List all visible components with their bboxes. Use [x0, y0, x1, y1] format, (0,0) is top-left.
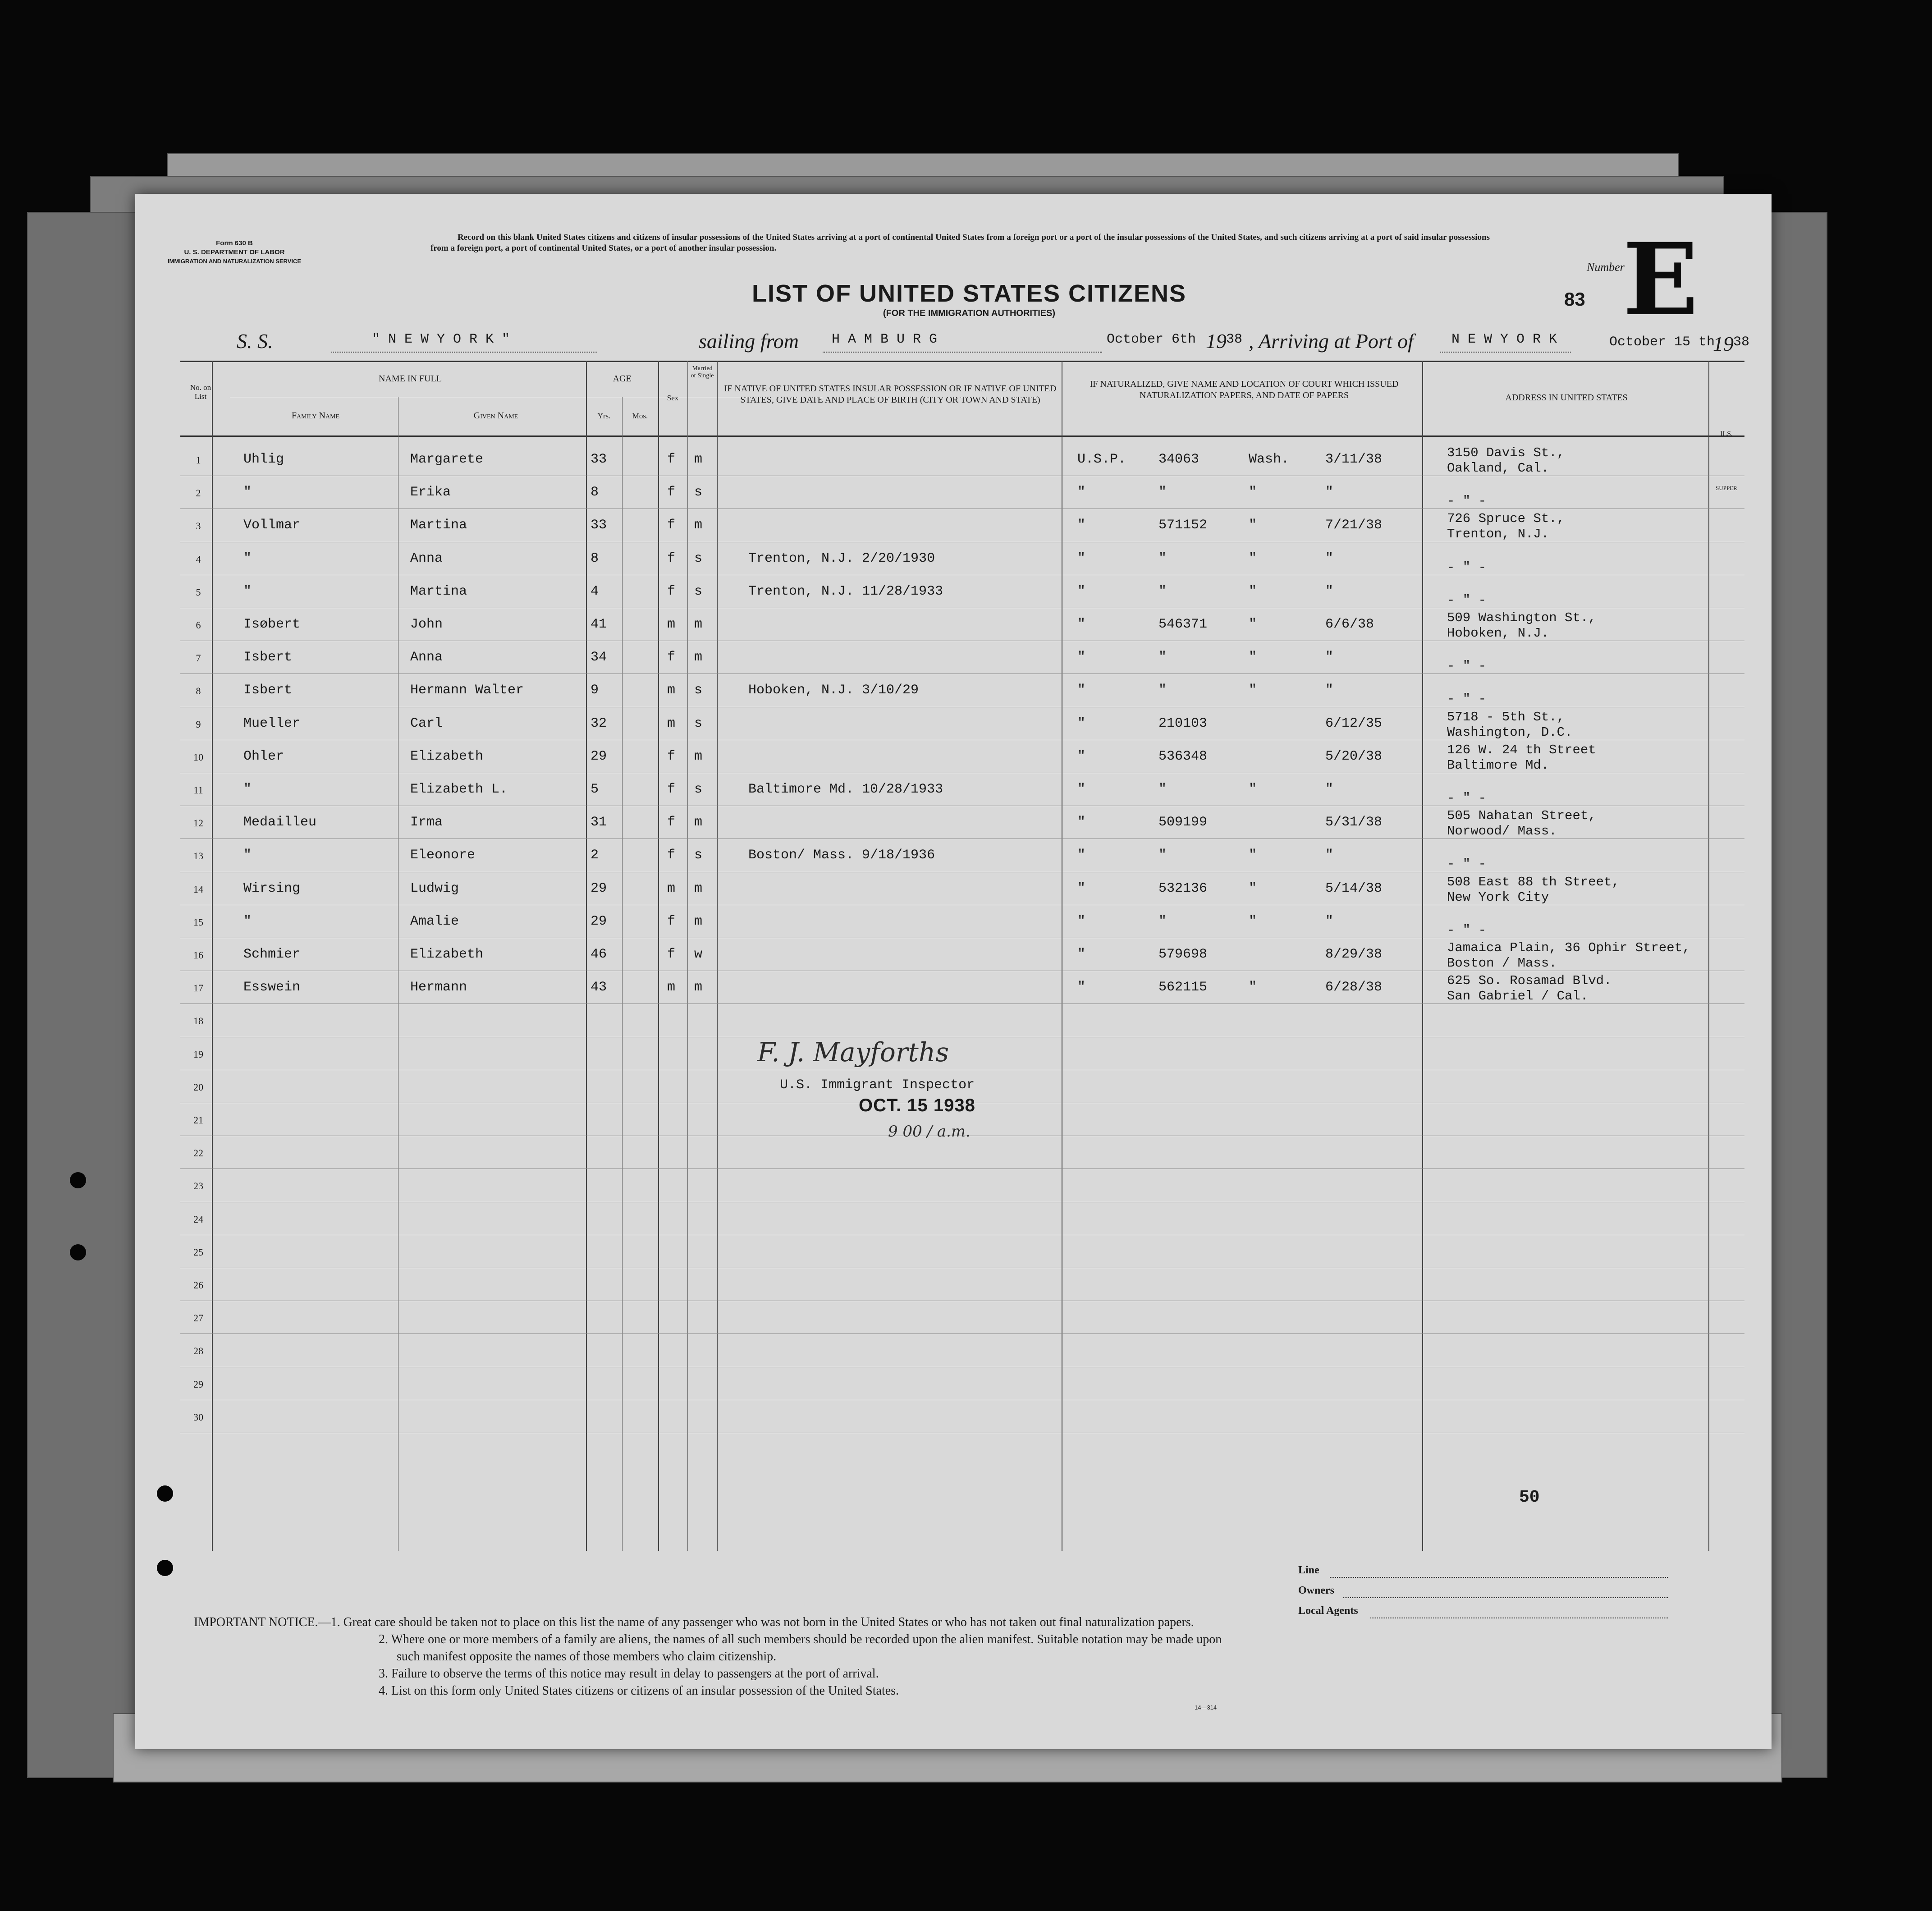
- cell-family: ": [243, 485, 252, 500]
- row-number: 26: [193, 1279, 203, 1291]
- cell-nat-d: ": [1325, 550, 1334, 566]
- inspection-stamp-date: OCT. 15 1938: [859, 1095, 975, 1115]
- header-age: AGE: [613, 374, 632, 384]
- cell-address-line2: - " -: [1447, 592, 1487, 608]
- empty-table-row: [135, 1139, 1772, 1172]
- header-sex: Sex: [667, 394, 679, 402]
- header-naturalized: IF NATURALIZED, GIVE NAME AND LOCATION OF COURT WHICH ISSUED NATURALIZATION PAPERS, AND DATE OF PAPERS: [1090, 379, 1399, 400]
- cell-nat-b: 579698: [1158, 947, 1208, 962]
- row-number: 11: [193, 784, 203, 796]
- cell-nat-a: ": [1077, 782, 1086, 797]
- passenger-table: [135, 194, 1772, 1749]
- empty-table-row: [135, 1403, 1772, 1436]
- cell-ms: m: [694, 748, 703, 764]
- cell-birth: Baltimore Md. 10/28/1933: [748, 782, 943, 797]
- empty-table-row: [135, 1370, 1772, 1403]
- cell-address-line2: - " -: [1447, 791, 1487, 806]
- cell-family: ": [243, 848, 252, 863]
- cell-birth: Hoboken, N.J. 3/10/29: [748, 683, 919, 698]
- cell-family: Isøbert: [243, 617, 301, 632]
- line-label: Line: [1298, 1564, 1319, 1576]
- row-number: 9: [196, 718, 201, 730]
- table-row: [135, 677, 1772, 710]
- cell-address-line2: Washington, D.C.: [1447, 724, 1573, 740]
- table-row: [135, 578, 1772, 611]
- cell-nat-d: ": [1325, 782, 1334, 797]
- cell-ms: m: [694, 650, 703, 665]
- table-row: [135, 479, 1772, 512]
- cell-ms: m: [694, 815, 703, 830]
- cell-given: Amalie: [410, 913, 459, 929]
- cell-address-line1: 5718 - 5th St.,: [1447, 709, 1565, 724]
- cell-sex: m: [667, 980, 676, 995]
- cell-nat-c: ": [1249, 550, 1257, 566]
- header-given-name: Given Name: [473, 411, 518, 421]
- cell-yrs: 8: [591, 550, 599, 566]
- cell-nat-a: ": [1077, 815, 1086, 830]
- cell-nat-d: 5/31/38: [1325, 815, 1383, 830]
- depart-date: October 6th: [1107, 332, 1196, 347]
- cell-nat-d: 8/29/38: [1325, 947, 1383, 962]
- row-number: 21: [193, 1114, 203, 1126]
- cell-nat-d: ": [1325, 683, 1334, 698]
- cell-nat-b: 546371: [1158, 617, 1208, 632]
- form-dept: U. S. DEPARTMENT OF LABOR: [184, 248, 285, 256]
- cell-yrs: 9: [591, 683, 599, 698]
- cell-family: Uhlig: [243, 452, 284, 467]
- header-name-in-full: NAME IN FULL: [379, 374, 442, 384]
- ship-name: " N E W Y O R K ": [372, 332, 510, 347]
- cell-ms: m: [694, 518, 703, 533]
- cell-nat-a: ": [1077, 848, 1086, 863]
- row-number: 28: [193, 1345, 203, 1357]
- table-row: [135, 644, 1772, 677]
- cell-sex: f: [667, 913, 676, 929]
- inspector-title: U.S. Immigrant Inspector: [780, 1077, 975, 1093]
- cell-address-line2: - " -: [1447, 559, 1487, 575]
- row-number: 23: [193, 1180, 203, 1192]
- cell-given: John: [410, 617, 443, 632]
- table-row: [135, 941, 1772, 974]
- header-side-b: SUPPER: [1716, 485, 1737, 491]
- cell-nat-d: 3/11/38: [1325, 452, 1383, 467]
- cell-sex: f: [667, 650, 676, 665]
- sheet-count: 50: [1519, 1488, 1540, 1507]
- header-side-a: ILS.: [1720, 430, 1733, 438]
- cell-address-line2: Hoboken, N.J.: [1447, 626, 1549, 641]
- cell-family: ": [243, 550, 252, 566]
- empty-table-row: [135, 1040, 1772, 1073]
- cell-given: Anna: [410, 550, 443, 566]
- table-row: [135, 875, 1772, 908]
- cell-nat-a: U.S.P.: [1077, 452, 1126, 467]
- row-number: 27: [193, 1312, 203, 1324]
- cell-sex: f: [667, 452, 676, 467]
- row-number: 6: [196, 619, 201, 631]
- cell-nat-a: ": [1077, 650, 1086, 665]
- cell-sex: m: [667, 683, 676, 698]
- empty-table-row: [135, 1172, 1772, 1205]
- cell-given: Martina: [410, 583, 467, 599]
- cell-given: Hermann Walter: [410, 683, 524, 698]
- header-birth: IF NATIVE OF UNITED STATES INSULAR POSSESSION OR IF NATIVE OF UNITED STATES, GIVE DATE AND PLACE OF BIRTH (CITY OR TOWN AND STATE): [724, 384, 1057, 405]
- cell-ms: s: [694, 782, 703, 797]
- cell-family: ": [243, 782, 252, 797]
- cell-nat-d: ": [1325, 848, 1334, 863]
- table-row: [135, 743, 1772, 776]
- table-row: [135, 512, 1772, 545]
- cell-family: Ohler: [243, 748, 284, 764]
- cell-address-line2: Norwood/ Mass.: [1447, 824, 1557, 839]
- inspector-signature: F. J. Mayforths: [757, 1037, 949, 1068]
- cell-given: Hermann: [410, 980, 467, 995]
- header-married-single: Married or Single: [691, 365, 714, 379]
- cell-sex: f: [667, 485, 676, 500]
- cell-nat-c: ": [1249, 782, 1257, 797]
- cell-nat-b: ": [1158, 913, 1167, 929]
- cell-ms: w: [694, 947, 703, 962]
- cell-birth: Trenton, N.J. 2/20/1930: [748, 550, 935, 566]
- cell-given: Eleonore: [410, 848, 476, 863]
- row-number: 2: [196, 487, 201, 499]
- cell-address-line2: - " -: [1447, 659, 1487, 674]
- cell-family: Isbert: [243, 650, 293, 665]
- cell-address-line2: San Gabriel / Cal.: [1447, 989, 1589, 1004]
- cell-ms: s: [694, 550, 703, 566]
- row-number: 7: [196, 652, 201, 664]
- cell-nat-b: 210103: [1158, 715, 1208, 731]
- cell-nat-a: ": [1077, 748, 1086, 764]
- cell-sex: f: [667, 947, 676, 962]
- number-label: Number: [1587, 261, 1625, 274]
- cell-given: Elizabeth L.: [410, 782, 508, 797]
- header-address: ADDRESS IN UNITED STATES: [1505, 393, 1628, 403]
- cell-nat-b: 34063: [1158, 452, 1199, 467]
- row-number: 24: [193, 1213, 203, 1225]
- cell-sex: m: [667, 617, 676, 632]
- cell-address-line1: 126 W. 24 th Street: [1447, 742, 1596, 757]
- cell-nat-b: 571152: [1158, 518, 1208, 533]
- cell-address-line1: 509 Washington St.,: [1447, 610, 1596, 625]
- cell-family: Isbert: [243, 683, 293, 698]
- cell-yrs: 29: [591, 880, 607, 896]
- row-number: 8: [196, 685, 201, 697]
- cell-nat-c: ": [1249, 518, 1257, 533]
- cell-family: ": [243, 913, 252, 929]
- cell-nat-d: 6/6/38: [1325, 617, 1374, 632]
- cell-address-line2: Boston / Mass.: [1447, 956, 1557, 971]
- cell-yrs: 29: [591, 913, 607, 929]
- cell-yrs: 8: [591, 485, 599, 500]
- binder-hole: [157, 1485, 173, 1502]
- cell-family: ": [243, 583, 252, 599]
- ss-label: S. S.: [237, 330, 273, 353]
- cell-nat-c: ": [1249, 650, 1257, 665]
- cell-nat-a: ": [1077, 550, 1086, 566]
- cell-nat-c: ": [1249, 683, 1257, 698]
- form-service: IMMIGRATION AND NATURALIZATION SERVICE: [167, 258, 302, 265]
- cell-nat-b: ": [1158, 485, 1167, 500]
- cell-yrs: 32: [591, 715, 607, 731]
- cell-ms: m: [694, 913, 703, 929]
- row-number: 15: [193, 916, 203, 928]
- table-row: [135, 974, 1772, 1007]
- cell-nat-c: ": [1249, 848, 1257, 863]
- cell-address-line1: 625 So. Rosamad Blvd.: [1447, 973, 1612, 989]
- cell-given: Anna: [410, 650, 443, 665]
- cell-given: Ludwig: [410, 880, 459, 896]
- row-number: 19: [193, 1048, 203, 1060]
- cell-nat-d: ": [1325, 583, 1334, 599]
- cell-nat-c: Wash.: [1249, 452, 1290, 467]
- table-row: [135, 908, 1772, 941]
- cell-nat-a: ": [1077, 518, 1086, 533]
- cell-nat-c: ": [1249, 880, 1257, 896]
- cell-sex: f: [667, 848, 676, 863]
- cell-family: Esswein: [243, 980, 301, 995]
- cell-nat-b: ": [1158, 848, 1167, 863]
- cell-nat-b: 562115: [1158, 980, 1208, 995]
- row-number: 5: [196, 586, 201, 598]
- table-row: [135, 446, 1772, 479]
- binder-hole: [70, 1172, 86, 1188]
- cell-family: Vollmar: [243, 518, 301, 533]
- cell-given: Elizabeth: [410, 947, 484, 962]
- cell-address-line2: - " -: [1447, 494, 1487, 509]
- binder-hole: [157, 1560, 173, 1576]
- cell-birth: Trenton, N.J. 11/28/1933: [748, 583, 943, 599]
- row-number: 29: [193, 1378, 203, 1390]
- cell-given: Margarete: [410, 452, 484, 467]
- cell-address-line2: New York City: [1447, 889, 1549, 905]
- cell-sex: f: [667, 583, 676, 599]
- row-number: 20: [193, 1081, 203, 1093]
- binder-hole: [70, 1244, 86, 1260]
- cell-given: Erika: [410, 485, 451, 500]
- row-number: 13: [193, 850, 203, 862]
- row-number: 22: [193, 1147, 203, 1159]
- cell-nat-a: ": [1077, 485, 1086, 500]
- manifest-sheet: [135, 194, 1772, 1749]
- cell-nat-a: ": [1077, 947, 1086, 962]
- cell-yrs: 4: [591, 583, 599, 599]
- cell-nat-b: ": [1158, 782, 1167, 797]
- form-instructions: Record on this blank United States citizens and citizens of insular possessions of the United States arriving at a port of continental United States from a foreign port or a port of the insular possessions of the United States, and such citizens arriving at a port of said insular possessions from a foreign port, a port of continental United States, or a port of another insular possession.: [430, 233, 1490, 253]
- cell-yrs: 46: [591, 947, 607, 962]
- cell-nat-b: 532136: [1158, 880, 1208, 896]
- notice-heading: IMPORTANT NOTICE.: [194, 1615, 318, 1629]
- cell-given: Carl: [410, 715, 443, 731]
- header-no: No. on List: [190, 383, 211, 401]
- row-number: 3: [196, 520, 201, 532]
- cell-nat-b: ": [1158, 583, 1167, 599]
- cell-ms: s: [694, 848, 703, 863]
- row-number: 25: [193, 1246, 203, 1258]
- header-family-name: Family Name: [291, 411, 340, 421]
- cell-ms: m: [694, 880, 703, 896]
- cell-nat-d: ": [1325, 485, 1334, 500]
- cell-ms: s: [694, 485, 703, 500]
- notice-4: 4. List on this form only United States citizens or citizens of an insular possession of the United States.: [379, 1684, 899, 1698]
- cell-nat-b: ": [1158, 683, 1167, 698]
- cell-yrs: 41: [591, 617, 607, 632]
- cell-nat-a: ": [1077, 913, 1086, 929]
- table-row: [135, 809, 1772, 842]
- cell-given: Martina: [410, 518, 467, 533]
- cell-yrs: 33: [591, 518, 607, 533]
- notice-2b: such manifest opposite the names of those members who claim citizenship.: [397, 1650, 777, 1664]
- cell-nat-c: ": [1249, 583, 1257, 599]
- empty-table-row: [135, 1271, 1772, 1304]
- cell-sex: f: [667, 815, 676, 830]
- cell-yrs: 2: [591, 848, 599, 863]
- cell-nat-a: ": [1077, 617, 1086, 632]
- notice-1: —1. Great care should be taken not to place on this list the name of any passenger who was not born in the United States or who has not taken out final naturalization papers.: [318, 1615, 1194, 1629]
- cell-nat-b: 509199: [1158, 815, 1208, 830]
- cell-given: Elizabeth: [410, 748, 484, 764]
- cell-yrs: 43: [591, 980, 607, 995]
- cell-nat-b: ": [1158, 650, 1167, 665]
- important-notice: [194, 1614, 1681, 1700]
- arriving-label: , Arriving at Port of: [1249, 330, 1414, 353]
- from-port: H A M B U R G: [832, 332, 938, 347]
- time-note: 9 00 / a.m.: [888, 1123, 971, 1141]
- cell-nat-a: ": [1077, 715, 1086, 731]
- row-number: 14: [193, 883, 203, 895]
- number-value: E: [1623, 221, 1699, 338]
- table-row: [135, 842, 1772, 875]
- cell-sex: m: [667, 715, 676, 731]
- cell-nat-d: 6/12/35: [1325, 715, 1383, 731]
- cell-address-line2: - " -: [1447, 692, 1487, 707]
- cell-sex: f: [667, 782, 676, 797]
- cell-birth: Boston/ Mass. 9/18/1936: [748, 848, 935, 863]
- row-number: 18: [193, 1015, 203, 1027]
- cell-nat-a: ": [1077, 583, 1086, 599]
- row-number: 17: [193, 982, 203, 994]
- row-number: 16: [193, 949, 203, 961]
- cell-sex: f: [667, 518, 676, 533]
- form-number: Form 630 B: [216, 239, 253, 247]
- cell-yrs: 33: [591, 452, 607, 467]
- cell-nat-c: ": [1249, 980, 1257, 995]
- cell-sex: f: [667, 748, 676, 764]
- page-number: 83: [1564, 289, 1585, 310]
- empty-table-row: [135, 1304, 1772, 1337]
- cell-family: Wirsing: [243, 880, 301, 896]
- cell-given: Irma: [410, 815, 443, 830]
- cell-nat-d: 6/28/38: [1325, 980, 1383, 995]
- arrive-year-prefix: 19: [1713, 332, 1734, 355]
- empty-table-row: [135, 1337, 1772, 1370]
- depart-year-prefix: 19: [1206, 330, 1227, 353]
- notice-2: 2. Where one or more members of a family are aliens, the names of all such members should be recorded upon the alien manifest. Suitable notation may be made upon: [379, 1632, 1222, 1646]
- header-yrs: Yrs.: [597, 412, 611, 420]
- cell-ms: s: [694, 683, 703, 698]
- row-number: 1: [196, 454, 201, 466]
- cell-nat-c: ": [1249, 913, 1257, 929]
- cell-yrs: 31: [591, 815, 607, 830]
- cell-ms: s: [694, 715, 703, 731]
- empty-table-row: [135, 1205, 1772, 1238]
- header-mos: Mos.: [632, 412, 648, 420]
- cell-sex: f: [667, 550, 676, 566]
- cell-nat-a: ": [1077, 880, 1086, 896]
- cell-nat-c: ": [1249, 485, 1257, 500]
- row-number: 30: [193, 1411, 203, 1423]
- cell-address-line1: 508 East 88 th Street,: [1447, 874, 1620, 889]
- cell-address-line1: 726 Spruce St.,: [1447, 511, 1565, 527]
- form-title: LIST OF UNITED STATES CITIZENS: [752, 280, 1186, 307]
- cell-address-line2: - " -: [1447, 922, 1487, 938]
- sailing-label: sailing from: [699, 330, 799, 353]
- row-number: 4: [196, 553, 201, 565]
- cell-address-line2: - " -: [1447, 857, 1487, 872]
- cell-ms: m: [694, 617, 703, 632]
- cell-address-line1: 505 Nahatan Street,: [1447, 808, 1596, 824]
- cell-sex: m: [667, 880, 676, 896]
- cell-family: Mueller: [243, 715, 301, 731]
- cell-family: Medailleu: [243, 815, 317, 830]
- table-row: [135, 710, 1772, 743]
- arrive-year: 38: [1733, 335, 1750, 350]
- cell-address-line2: Oakland, Cal.: [1447, 461, 1549, 476]
- local-agents-label: Local Agents: [1298, 1605, 1358, 1617]
- cell-nat-b: 536348: [1158, 748, 1208, 764]
- cell-ms: m: [694, 452, 703, 467]
- cell-yrs: 5: [591, 782, 599, 797]
- cell-address-line1: Jamaica Plain, 36 Ophir Street,: [1447, 940, 1690, 955]
- form-subtitle: (FOR THE IMMIGRATION AUTHORITIES): [883, 308, 1056, 318]
- cell-nat-d: 5/20/38: [1325, 748, 1383, 764]
- cell-address-line1: 3150 Davis St.,: [1447, 445, 1565, 460]
- cell-nat-c: ": [1249, 617, 1257, 632]
- row-number: 12: [193, 817, 203, 829]
- cell-address-line2: Baltimore Md.: [1447, 757, 1549, 773]
- owners-label: Owners: [1298, 1585, 1334, 1596]
- cell-nat-a: ": [1077, 980, 1086, 995]
- row-number: 10: [193, 751, 203, 763]
- depart-year: 38: [1226, 332, 1243, 347]
- cell-yrs: 34: [591, 650, 607, 665]
- cell-ms: s: [694, 583, 703, 599]
- cell-nat-d: 5/14/38: [1325, 880, 1383, 896]
- cell-yrs: 29: [591, 748, 607, 764]
- table-row: [135, 776, 1772, 809]
- arrive-port: N E W Y O R K: [1451, 332, 1557, 347]
- empty-table-row: [135, 1238, 1772, 1271]
- table-row: [135, 611, 1772, 644]
- cell-ms: m: [694, 980, 703, 995]
- cell-nat-d: ": [1325, 650, 1334, 665]
- cell-nat-b: ": [1158, 550, 1167, 566]
- notice-3: 3. Failure to observe the terms of this notice may result in delay to passengers at the port of arrival.: [379, 1667, 879, 1681]
- empty-table-row: [135, 1007, 1772, 1040]
- table-row: [135, 545, 1772, 578]
- cell-nat-d: ": [1325, 913, 1334, 929]
- cell-nat-d: 7/21/38: [1325, 518, 1383, 533]
- cell-nat-a: ": [1077, 683, 1086, 698]
- print-code: 14—314: [1195, 1704, 1217, 1711]
- arrive-date: October 15 th: [1609, 335, 1715, 350]
- cell-family: Schmier: [243, 947, 301, 962]
- cell-address-line2: Trenton, N.J.: [1447, 527, 1549, 542]
